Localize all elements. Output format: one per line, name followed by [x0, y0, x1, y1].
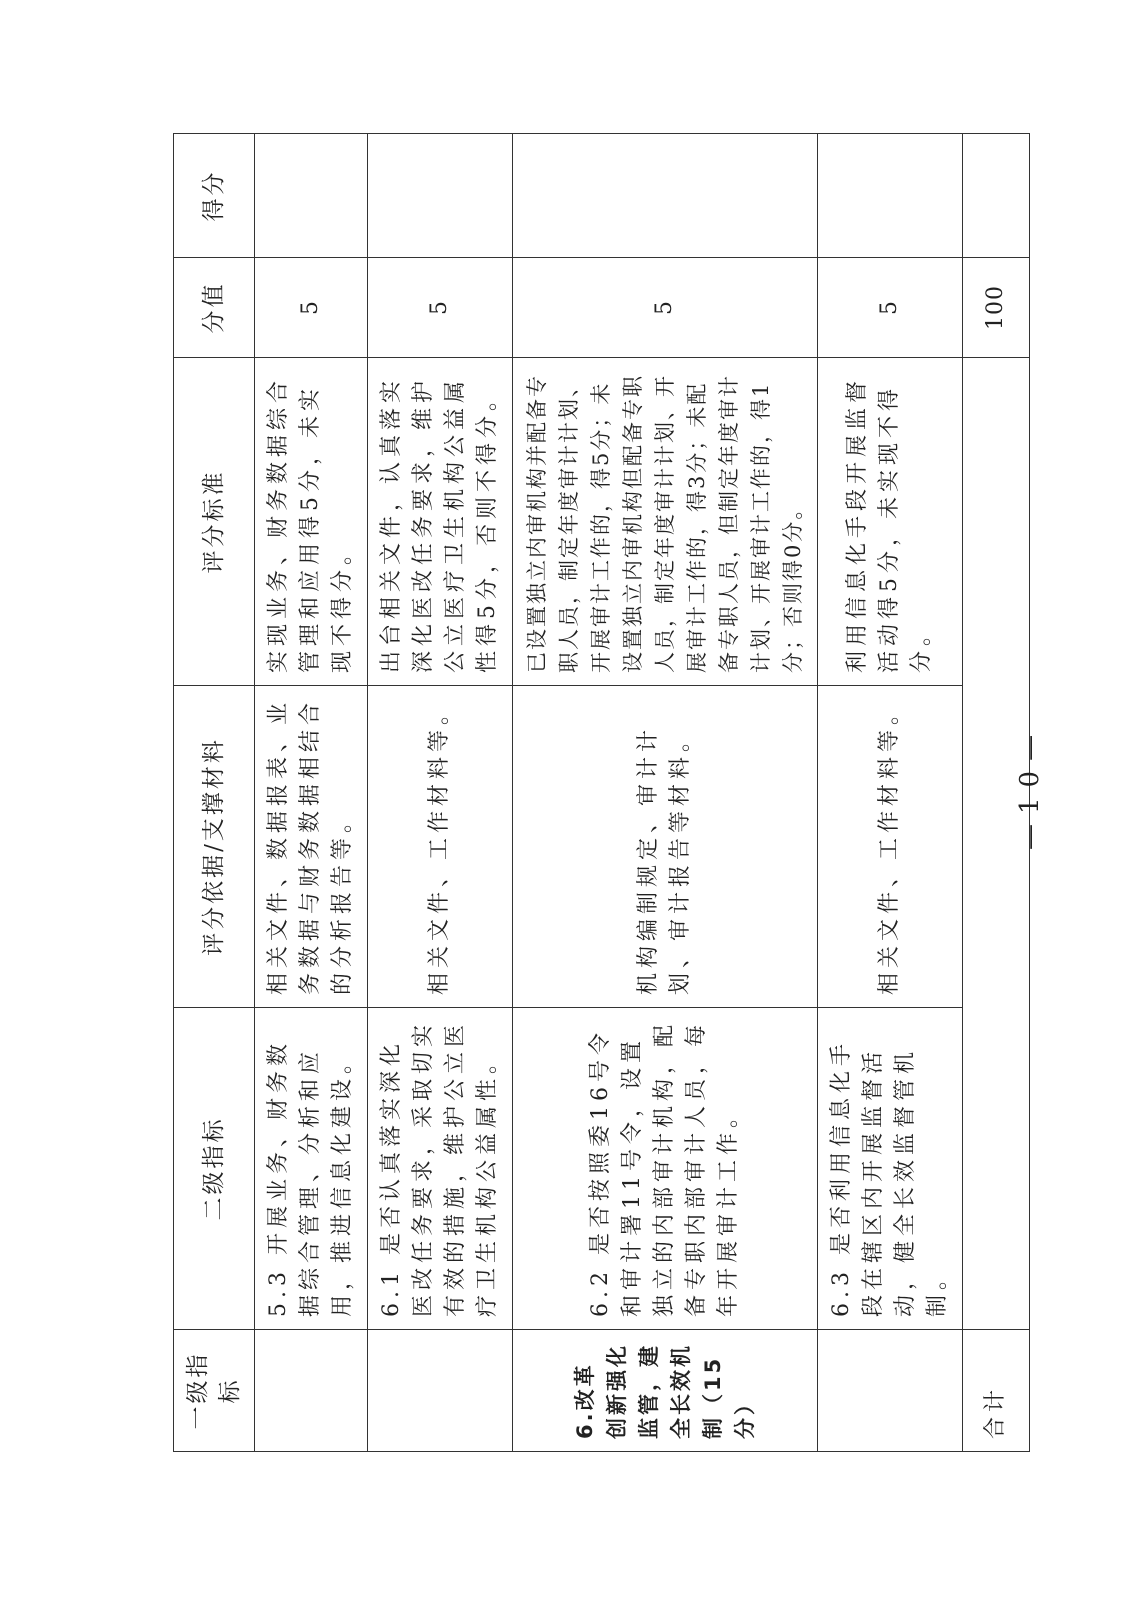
scoring-table [173, 133, 1030, 1452]
row-value-cell: 5 [255, 258, 368, 358]
total-value-cell: 100 [963, 258, 1030, 358]
page-number-text: 10 [1015, 760, 1045, 814]
header-basis: 评分依据/支撑材料 [174, 686, 255, 1008]
header-score: 得分 [174, 134, 255, 258]
header-level2: 二级指标 [174, 1008, 255, 1330]
row-level1-cell [255, 1330, 368, 1452]
row-level1-cell [818, 1330, 963, 1452]
total-label-cell: 合计 [963, 1330, 1030, 1452]
page-number [940, 724, 1120, 850]
row-level2-cell: 6.1 是否认真落实深化医改任务要求，采取切实有效的措施，维护公立医疗卫生机构公益属性。 [368, 1008, 513, 1330]
row-standard-cell: 已设置独立内审机构并配备专职人员，制定年度审计计划、开展审计工作的，得5分；未设置独立内审机构但配备专职人员，制定年度审计计划、开展审计工作的，得3分；未配备专职人员，但制定年度审计计划、开展审计工作的，得1分；否则得0分。 [513, 358, 818, 686]
row-value-cell: 5 [818, 258, 963, 358]
rotated-table-container [173, 134, 1008, 1452]
table-row [513, 134, 818, 1452]
header-value: 分值 [174, 258, 255, 358]
row-basis-cell: 相关文件、工作材料等。 [818, 686, 963, 1008]
row-standard-cell: 出台相关文件，认真落实深化医改任务要求，维护公立医疗卫生机构公益属性得5分，否则不得分。 [368, 358, 513, 686]
row-basis-cell: 机构编制规定、审计计划、审计报告等材料。 [513, 686, 818, 1008]
table-row [368, 134, 513, 1452]
page-number-dash-left: — [1015, 814, 1045, 850]
row-score-cell [513, 134, 818, 258]
table-row [255, 134, 368, 1452]
row-basis-cell: 相关文件、工作材料等。 [368, 686, 513, 1008]
row-level1-cell [368, 1330, 513, 1452]
header-level1: 一级指标 [174, 1330, 255, 1452]
row-value-cell: 5 [368, 258, 513, 358]
header-standard: 评分标准 [174, 358, 255, 686]
row-score-cell [255, 134, 368, 258]
row-level2-cell: 6.3 是否利用信息化手段在辖区内开展监督活动，健全长效监督管机制。 [818, 1008, 963, 1330]
row-level2-cell: 6.2 是否按照委16号令和审计署11号令，设置独立的内部审计机构，配备专职内部审计人员，每年开展审计工作。 [513, 1008, 818, 1330]
row-standard-cell: 实现业务、财务数据综合管理和应用得5分，未实现不得分。 [255, 358, 368, 686]
table-header-row [174, 134, 255, 1452]
total-score-cell [963, 134, 1030, 258]
row-score-cell [368, 134, 513, 258]
row-standard-cell: 利用信息化手段开展监督活动得5分，未实现不得分。 [818, 358, 963, 686]
page-number-dash-right: — [1015, 724, 1045, 761]
row-basis-cell: 相关文件、数据报表、业务数据与财务数据相结合的分析报告等。 [255, 686, 368, 1008]
row-value-cell: 5 [513, 258, 818, 358]
row-level2-cell: 5.3 开展业务、财务数据综合管理、分析和应用，推进信息化建设。 [255, 1008, 368, 1330]
row-score-cell [818, 134, 963, 258]
row-level1-cell: 6.改革创新强化监管，建全长效机制（15分） [513, 1330, 818, 1452]
